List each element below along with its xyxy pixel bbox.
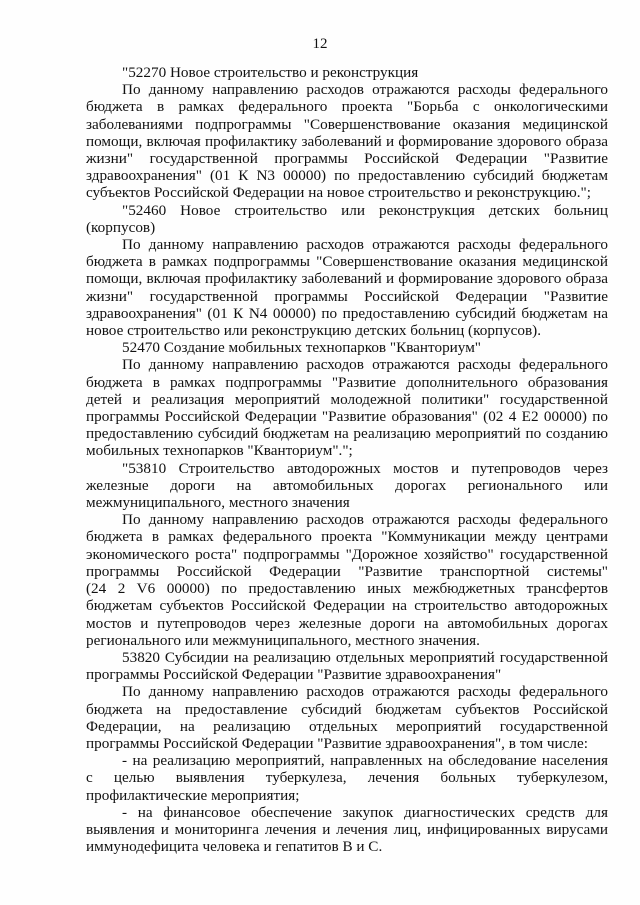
text-line: "53810 Строительство автодорожных мостов и путепроводов через (122, 459, 608, 477)
text-line: межмуниципального, местного значения (86, 494, 350, 512)
paragraph (86, 683, 608, 752)
text-line: По данному направлению расходов отражаются расходы федерального (122, 683, 608, 701)
text-line: профилактические мероприятия; (86, 786, 300, 804)
text-line: "52270 Новое строительство и реконструкция (122, 64, 419, 81)
text-line: выявления и мониторинга лечения и лечения лиц, инфицированных вирусами (86, 820, 608, 838)
paragraph (86, 460, 608, 512)
text-line: экономического роста" подпрограммы "Дорожное хозяйство" государственной (86, 545, 608, 563)
text-line: По данному направлению расходов отражаются расходы федерального (122, 511, 608, 529)
text-line: детей и реализация мероприятий молодежной политики" государственной (86, 390, 608, 408)
text-line: программы Российской Федерации "Развитие образования" (02 4 Е2 00000) по (86, 408, 608, 426)
text-line: здравоохранения" (01 К N3 00000) по предоставлению субсидий бюджетам (86, 167, 608, 185)
text-line: По данному направлению расходов отражаются расходы федерального (122, 356, 608, 374)
paragraph (86, 339, 608, 356)
text-line: бюджета в рамках подпрограммы "Развитие дополнительного образования (86, 373, 608, 391)
text-line: мобильных технопарков "Кванториум"."; (86, 442, 353, 460)
text-line: жизни" государственной программы Российской Федерации "Развитие (86, 150, 608, 168)
text-line: здравоохранения" (01 К N4 00000) по предоставлению субсидий бюджетам на (86, 304, 608, 322)
text-line: с целью выявления туберкулеза, лечения больных туберкулезом, (86, 769, 608, 787)
text-line: бюджета в рамках подпрограммы "Совершенствование оказания медицинской (86, 253, 608, 271)
text-line: бюджета в рамках федерального проекта "Коммуникации между центрами (86, 528, 608, 546)
text-line: новое строительство или реконструкцию детских больниц (корпусов). (86, 322, 541, 340)
text-line: - на реализацию мероприятий, направленных на обследование населения (122, 752, 608, 770)
text-line: программы Российской Федерации "Развитие здравоохранения", в том числе: (86, 734, 588, 752)
paragraph (86, 356, 608, 459)
text-line: помощи, включая профилактику заболеваний и формирование здорового образа (86, 270, 608, 288)
paragraph (86, 81, 608, 201)
text-line: жизни" государственной программы Российской Федерации "Развитие (86, 287, 608, 305)
text-line: программы Российской Федерации "Развитие здравоохранения" (86, 666, 502, 684)
text-line: мостов и путепроводов через железные дороги на автомобильных дорогах (86, 614, 608, 632)
text-line: иммунодефицита человека и гепатитов В и С. (86, 838, 383, 856)
paragraph (86, 752, 608, 804)
text-line: "52460 Новое строительство или реконструкция детских больниц (122, 201, 608, 219)
text-line: 53820 Субсидии на реализацию отдельных мероприятий государственной (122, 648, 608, 666)
paragraph (86, 649, 608, 683)
text-line: предоставлению субсидий бюджетам на реализацию мероприятий по созданию (86, 425, 608, 443)
paragraph (86, 64, 608, 81)
text-line: Федерации, на реализацию отдельных мероприятий государственной (86, 717, 608, 735)
text-line: помощи, включая профилактику заболеваний и формирование здорового образа (86, 132, 608, 150)
page-number: 12 (312, 36, 328, 52)
text-line: (24 2 V6 00000) по предоставлению иных межбюджетных трансфертов (86, 580, 608, 598)
text-line: 52470 Создание мобильных технопарков "Кванториум" (122, 339, 482, 357)
text-line: бюджетам субъектов Российской Федерации на строительство автодорожных (86, 597, 608, 615)
text-line: По данному направлению расходов отражаются расходы федерального (122, 236, 608, 254)
text-line: программы Российской Федерации "Развитие транспортной системы" (86, 562, 608, 580)
text-line: бюджета в рамках федерального проекта "Борьба с онкологическими (86, 98, 608, 116)
text-line: регионального или межмуниципального, местного значения. (86, 631, 480, 649)
paragraph (86, 236, 608, 339)
text-line: заболеваниями подпрограммы "Совершенствование оказания медицинской (86, 115, 608, 133)
document-body (86, 64, 608, 855)
paragraph (86, 511, 608, 649)
text-line: (корпусов) (86, 218, 156, 236)
text-line: - на финансовое обеспечение закупок диагностических средств для (122, 803, 608, 821)
text-line: По данному направлению расходов отражаются расходы федерального (122, 81, 608, 99)
text-line: бюджета на предоставление субсидий бюджетам субъектов Российской (86, 700, 608, 718)
paragraph (86, 202, 608, 236)
text-line: железные дороги на автомобильных дорогах регионального или (86, 476, 608, 494)
text-line: субъектов Российской Федерации на новое строительство и реконструкцию."; (86, 184, 591, 202)
paragraph (86, 804, 608, 856)
